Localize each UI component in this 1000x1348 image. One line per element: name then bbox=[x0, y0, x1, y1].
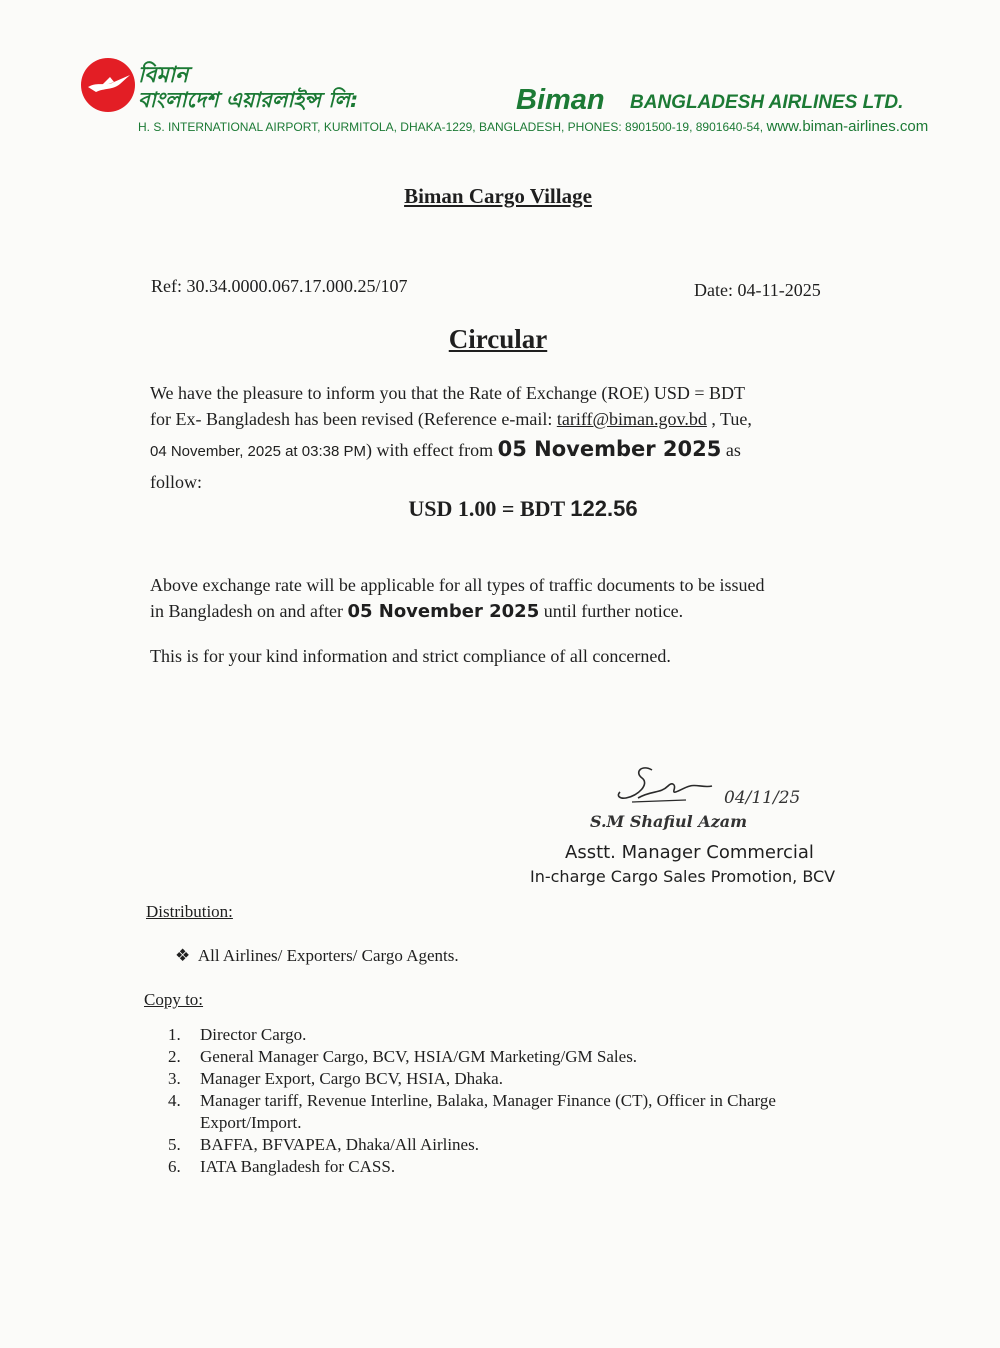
para1-text-f: as bbox=[721, 440, 741, 460]
signatory-designation: Asstt. Manager Commercial bbox=[565, 842, 814, 863]
company-name: BANGLADESH AIRLINES LTD. bbox=[630, 92, 904, 113]
para1-text-e: ) with effect from bbox=[365, 440, 498, 460]
reference-number: Ref: 30.34.0000.067.17.000.25/107 bbox=[151, 276, 408, 296]
item-number: 1. bbox=[168, 1025, 181, 1044]
distribution-text: All Airlines/ Exporters/ Cargo Agents. bbox=[197, 946, 459, 965]
paragraph-exchange-revision bbox=[150, 380, 850, 495]
list-item bbox=[168, 1046, 828, 1068]
item-number: 4. bbox=[168, 1091, 181, 1110]
para2-line-b: in Bangladesh on and after bbox=[150, 601, 348, 621]
item-number: 2. bbox=[168, 1047, 181, 1066]
item-number: 6. bbox=[168, 1157, 181, 1176]
para2-line-c: until further notice. bbox=[539, 601, 684, 621]
document-date: Date: 04-11-2025 bbox=[694, 280, 821, 300]
bangla-brand-name bbox=[138, 64, 358, 112]
para1-line-b: for Ex- Bangladesh has been revised (Reference e-mail: bbox=[150, 409, 557, 429]
item-text: General Manager Cargo, BCV, HSIA/GM Marketing/GM Sales. bbox=[200, 1047, 638, 1066]
reference-email-link[interactable]: tariff@biman.gov.bd bbox=[556, 409, 707, 429]
website-link[interactable]: www.biman-airlines.com bbox=[766, 118, 929, 135]
rate-value: 122.56 bbox=[570, 496, 638, 521]
address-text: H. S. INTERNATIONAL AIRPORT, KURMITOLA, DHAKA-1229, BANGLADESH, PHONES: 8901500-19, 8901640-54, bbox=[138, 120, 764, 134]
item-text: BAFFA, BFVAPEA, Dhaka/All Airlines. bbox=[200, 1135, 479, 1154]
item-number: 3. bbox=[168, 1069, 181, 1088]
signature-date: 04/11/25 bbox=[724, 788, 801, 808]
distribution-heading: Distribution: bbox=[146, 902, 233, 921]
para1-line-g: follow: bbox=[150, 472, 202, 492]
item-text: Manager tariff, Revenue Interline, Balaka, Manager Finance (CT), Officer in Charge Export/Import. bbox=[200, 1091, 776, 1132]
office-title: Biman Cargo Village bbox=[404, 184, 592, 208]
exchange-rate bbox=[0, 496, 1000, 522]
bird-logo-icon bbox=[80, 57, 136, 113]
list-item bbox=[168, 1134, 828, 1156]
paragraph-applicability bbox=[150, 572, 850, 625]
item-text: IATA Bangladesh for CASS. bbox=[200, 1157, 396, 1176]
list-item bbox=[168, 1090, 828, 1134]
bangla-line-2: বাংলাদেশ এয়ারলাইন্স লি: bbox=[138, 88, 359, 112]
item-text: Manager Export, Cargo BCV, HSIA, Dhaka. bbox=[200, 1069, 503, 1088]
applicability-date: 05 November 2025 bbox=[347, 601, 540, 622]
copy-to-list bbox=[168, 1024, 828, 1178]
list-item bbox=[168, 1068, 828, 1090]
brand-name: Biman bbox=[516, 84, 605, 116]
address-line bbox=[138, 118, 928, 135]
email-timestamp: 04 November, 2025 at 03:38 PM bbox=[150, 443, 366, 460]
bangla-line-1: বিমান bbox=[138, 63, 189, 88]
document-title: Circular bbox=[448, 324, 548, 354]
distribution-item bbox=[175, 946, 459, 966]
rate-lhs: USD 1.00 = BDT bbox=[408, 496, 571, 521]
signature-icon bbox=[612, 762, 722, 812]
para1-line-c: , Tue, bbox=[706, 409, 752, 429]
item-number: 5. bbox=[168, 1135, 181, 1154]
copy-to-heading: Copy to: bbox=[144, 990, 204, 1009]
para1-line-a: We have the pleasure to inform you that the Rate of Exchange (ROE) USD = BDT bbox=[150, 383, 746, 403]
effective-date: 05 November 2025 bbox=[497, 437, 722, 461]
paragraph-compliance: This is for your kind information and strict compliance of all concerned. bbox=[150, 646, 671, 666]
list-item bbox=[168, 1024, 828, 1046]
para1-date bbox=[150, 437, 741, 461]
bullet-icon: ❖ bbox=[175, 946, 191, 965]
list-item bbox=[168, 1156, 828, 1178]
para2-line-a: Above exchange rate will be applicable for all types of traffic documents to be issued bbox=[150, 575, 765, 595]
item-text: Director Cargo. bbox=[200, 1025, 307, 1044]
signatory-name: S.M Shafiul Azam bbox=[590, 812, 748, 831]
signatory-role: In-charge Cargo Sales Promotion, BCV bbox=[530, 867, 836, 886]
